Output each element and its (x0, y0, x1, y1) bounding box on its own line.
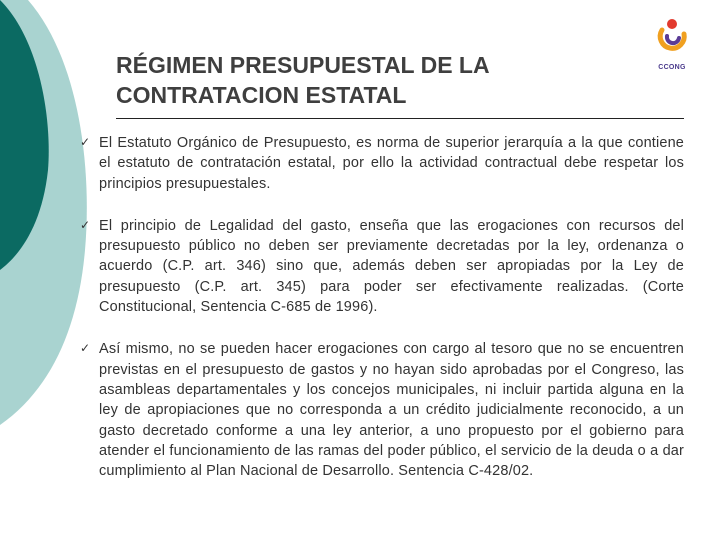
check-icon: ✓ (80, 341, 91, 356)
title-divider (116, 118, 684, 119)
check-icon: ✓ (80, 217, 91, 232)
list-item (80, 133, 684, 194)
ccong-logo (630, 18, 714, 78)
logo-text: CCONG (658, 64, 686, 71)
slide-title (116, 50, 576, 110)
title-line-1: RÉGIMEN PRESUPUESTAL DE LA (116, 52, 490, 78)
list-item (80, 339, 684, 481)
title-line-2: CONTRATACION ESTATAL (116, 82, 407, 108)
bullet-text: El principio de Legalidad del gasto, enseña que las erogaciones con recursos del presupuesto público no deben ser previamente decretadas por la ley, ordenanza o acuerdo (C.P. art. 346) sino que, además deben ser apropiadas por la Ley de presupuesto (C.P. art. 345) para poder ser efectivamente realizadas. (Corte Constitucional, Sentencia C-685 de 1996). (99, 217, 684, 316)
list-item (80, 216, 684, 317)
ccong-logo-icon (648, 18, 696, 62)
bullet-list (80, 133, 684, 481)
bullet-text: Así mismo, no se pueden hacer erogaciones con cargo al tesoro que no se encuentren previstas en el presupuesto de gastos y no hayan sido aprobadas por el Congreso, las asambleas departamentales y los concejos municipales, ni incluir partida alguna en la ley de apropiaciones que no corresponda a un crédito judicialmente reconocido, a un gasto decretado conforme a una ley anterior, a uno propuesto por el gobierno para atender el funcionamiento de las ramas del poder público, el servicio de la deuda o a dar cumplimiento al Plan Nacional de Desarrollo. Sentencia C-428/02. (99, 341, 684, 480)
check-icon: ✓ (80, 135, 91, 149)
bullet-text: El Estatuto Orgánico de Presupuesto, es norma de superior jerarquía a la que contiene el estatuto de contratación estatal, por ello la actividad contractual debe respetar los principios presupuestales. (99, 135, 684, 192)
